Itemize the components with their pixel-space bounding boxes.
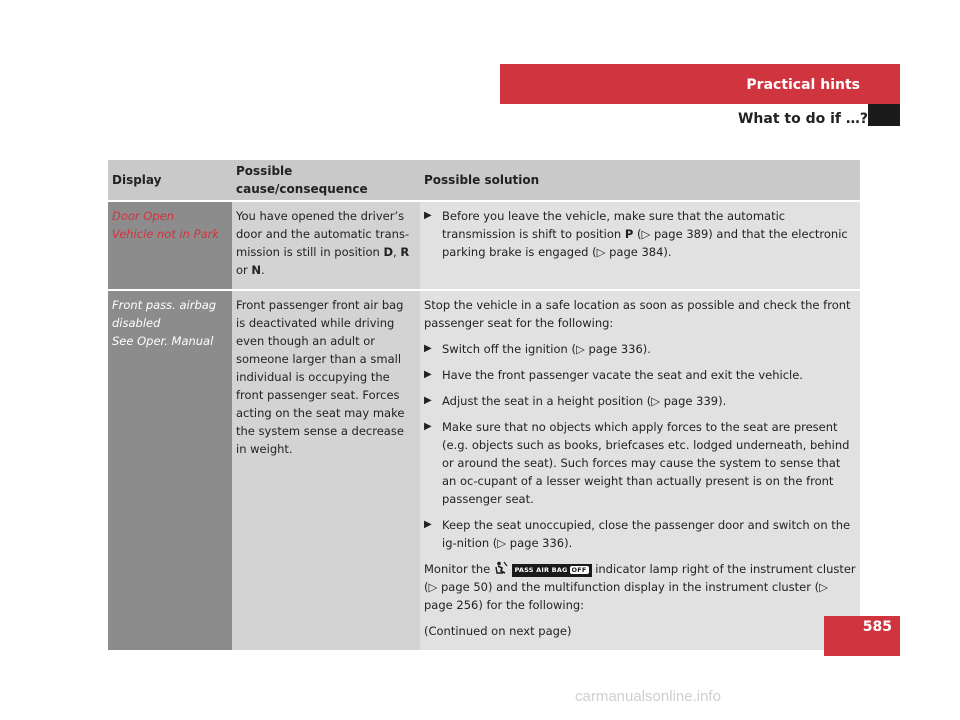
right-triangle-icon: ▶ (424, 369, 432, 380)
header-band (500, 64, 900, 104)
monitor-paragraph (424, 560, 856, 614)
table-header-row (108, 160, 860, 200)
section-title: Practical hints (746, 77, 860, 93)
bullet-text: Have the front passenger vacate the seat and exit the vehicle. (442, 368, 803, 382)
solution-bullet-list (424, 340, 856, 552)
display-cell (108, 200, 232, 289)
page-number: 585 (862, 619, 892, 635)
badge-text: PASS AIR BAG (514, 566, 568, 574)
bullet-text: Switch off the ignition (▷ page 336). (442, 342, 651, 356)
display-line: Vehicle not in Park (112, 227, 219, 241)
gear-position: R (400, 245, 410, 259)
display-line: Front pass. airbag (112, 298, 217, 312)
cause-text: You have opened the driver’s door and the automatic trans-mission is still in position (236, 209, 410, 259)
badge-off-text: OFF (571, 566, 587, 574)
monitor-text: indicator lamp right of the instrument cluster (▷ page 50) and the multifunction display in the instrument cluster (▷ page 256) for the following: (424, 562, 856, 612)
gear-position: D (383, 245, 394, 259)
cause-text: or (236, 263, 252, 277)
column-header-solution: Possible solution (420, 160, 860, 200)
table-row (108, 289, 860, 650)
hints-table (108, 160, 860, 650)
bullet-text: Keep the seat unoccupied, close the passenger door and switch on the ig-nition (▷ page 336). (442, 518, 851, 550)
bullet-text: (▷ page 389) and that the electronic parking brake is engaged (▷ page 384). (442, 227, 848, 259)
right-triangle-icon: ▶ (424, 343, 432, 354)
display-cell (108, 289, 232, 650)
cause-text: , (393, 245, 401, 259)
continued-note: (Continued on next page) (424, 624, 572, 638)
solution-bullet (424, 418, 856, 508)
display-line: See Oper. Manual (112, 334, 214, 348)
solution-cell (420, 289, 860, 650)
solution-intro: Stop the vehicle in a safe location as soon as possible and check the front passenger seat for the following: (424, 298, 851, 330)
cause-text: . (261, 263, 265, 277)
display-line: Door Open (112, 209, 175, 223)
gear-position: N (251, 263, 262, 277)
solution-cell (420, 200, 860, 289)
bullet-text: Make sure that no objects which apply forces to the seat are present (e.g. objects such as books, briefcases etc. lodged underneath, behind or around the seat). Such forces may cause the system to sense that an oc-cupant of a lesser weight than actually present is on the front passenger seat. (442, 420, 850, 506)
solution-bullet (424, 207, 856, 261)
solution-bullet (424, 516, 856, 552)
cause-cell (232, 289, 420, 650)
right-triangle-icon: ▶ (424, 421, 432, 432)
right-triangle-icon: ▶ (424, 210, 432, 221)
monitor-text: Monitor the (424, 562, 494, 576)
column-header-cause: Possible cause/consequence (232, 160, 420, 200)
watermark: carmanualsonline.info (575, 688, 721, 705)
cause-text: Front passenger front air bag is deactivated while driving even though an adult or someone larger than a small individual is occupying the front passenger seat. Forces acting on the seat may make the system sense a decrease in weight. (236, 298, 405, 456)
solution-bullet (424, 340, 856, 358)
page-subtitle: What to do if …? (737, 111, 868, 127)
page-number-box (824, 616, 900, 656)
column-header-display: Display (108, 160, 232, 200)
bullet-text: Adjust the seat in a height position (▷ page 339). (442, 394, 727, 408)
gear-position: P (624, 227, 634, 241)
right-triangle-icon: ▶ (424, 395, 432, 406)
table-row (108, 200, 860, 289)
airbag-seat-icon (494, 561, 508, 575)
header-corner-block (868, 104, 900, 126)
right-triangle-icon: ▶ (424, 519, 432, 530)
pass-airbag-off-badge (512, 564, 592, 577)
solution-bullet (424, 366, 856, 384)
solution-bullet (424, 392, 856, 410)
cause-cell (232, 200, 420, 289)
display-line: disabled (112, 316, 161, 330)
bullet-text: Before you leave the vehicle, make sure that the automatic transmission is shift to position (442, 209, 786, 241)
